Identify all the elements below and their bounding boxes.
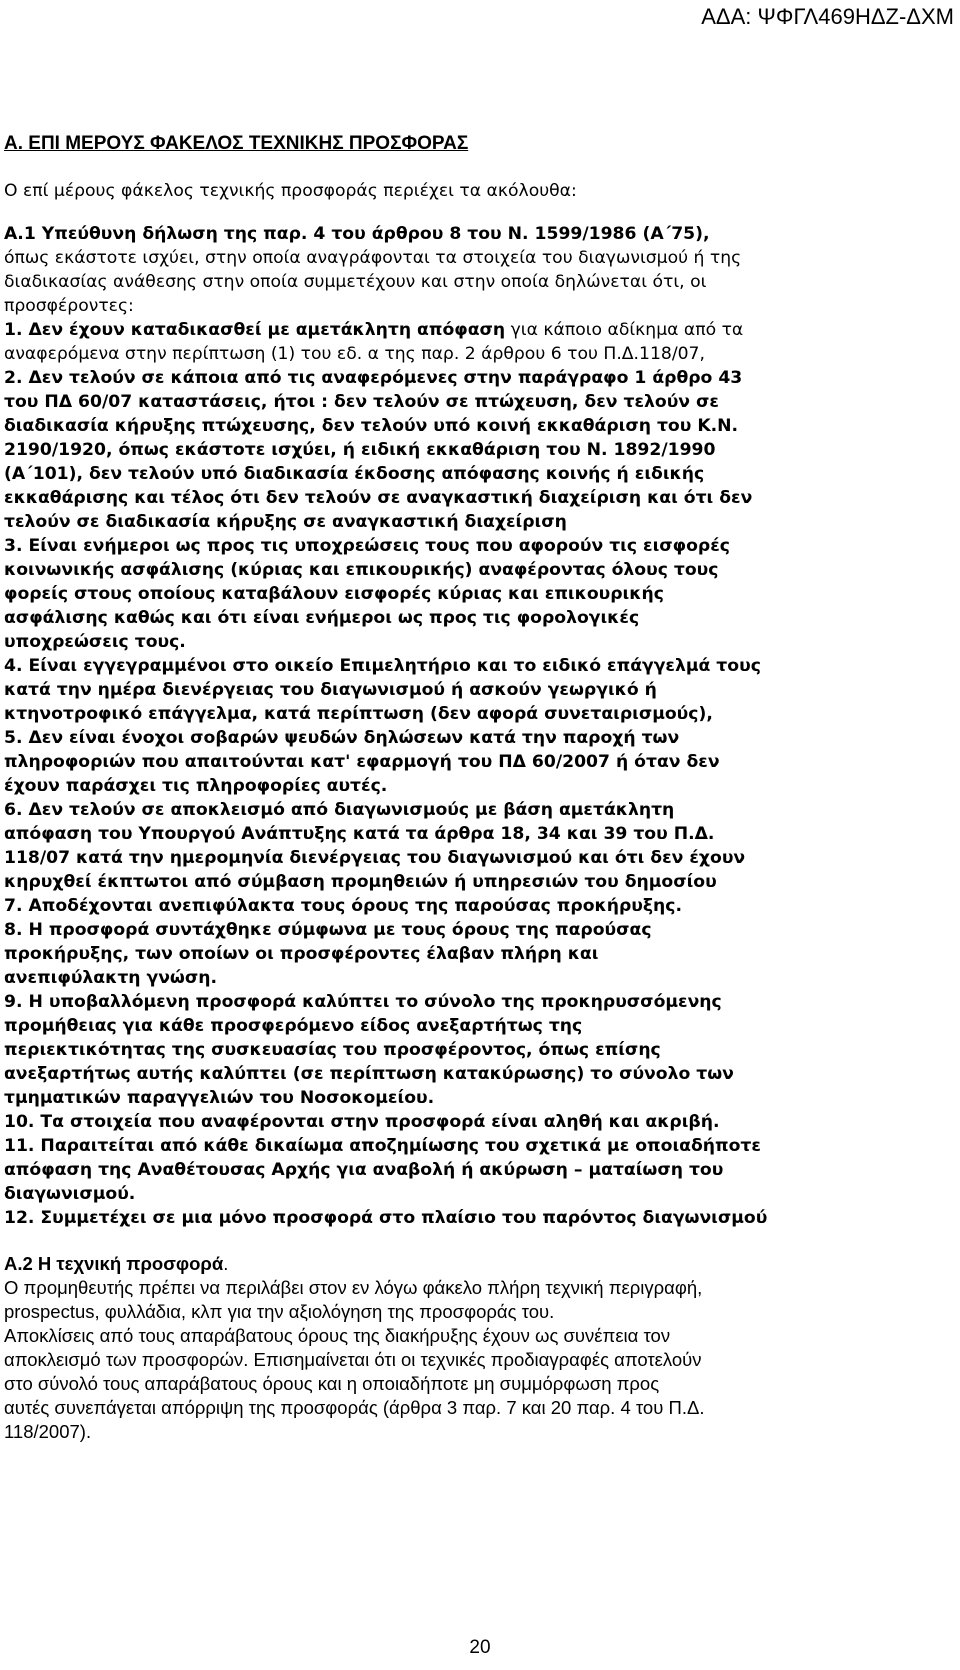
item-9-line: προμήθειας για κάθε προσφερόμενο είδος ανεξαρτήτως της (4, 1016, 583, 1036)
a2-body-line: 118/2007). (4, 1421, 92, 1442)
intro-text: Ο επί μέρους φάκελος τεχνικής προσφοράς περιέχει τα ακόλουθα: (4, 181, 577, 201)
item-11-line: απόφαση της Αναθέτουσας Αρχής για αναβολή ή ακύρωση – ματαίωση του (4, 1160, 724, 1180)
item-9-line: περιεκτικότητας της συσκευασίας του προσφέροντος, όπως επίσης (4, 1040, 661, 1060)
item-8-line: 8. Η προσφορά συντάχθηκε σύμφωνα με τους όρους της παρούσας (4, 920, 652, 940)
item-2-line: 2. Δεν τελούν σε κάποια από τις αναφερόμενες στην παράγραφο 1 άρθρο 43 (4, 368, 743, 388)
item-4-line: κατά την ημέρα διενέργειας του διαγωνισμού ή ασκούν γεωργικό ή (4, 680, 657, 700)
a2-body-line: στο σύνολό τους απαράβατους όρους και η οποιαδήποτε μη συμμόρφωση προς (4, 1373, 660, 1394)
item-6-line: απόφαση του Υπουργού Ανάπτυξης κατά τα άρθρα 18, 34 και 39 του Π.Δ. (4, 824, 715, 844)
item-5-line: έχουν παράσχει τις πληροφορίες αυτές. (4, 776, 388, 796)
a2-body-line: αποκλεισμό των προσφορών. Επισημαίνεται ότι οι τεχνικές προδιαγραφές αποτελούν (4, 1349, 702, 1370)
item-9-line: τμηματικών παραγγελιών του Νοσοκομείου. (4, 1088, 435, 1108)
a2-heading-end: . (223, 1253, 229, 1274)
item-2-line: 2190/1920, όπως εκάστοτε ισχύει, ή ειδική εκκαθάριση του Ν. 1892/1990 (4, 440, 716, 460)
item-6-line: 118/07 κατά την ημερομηνία διενέργειας του διαγωνισμού και ότι δεν έχουν (4, 848, 746, 868)
item-5-line: πληροφοριών που απαιτούνται κατ' εφαρμογή του ΠΔ 60/2007 ή όταν δεν (4, 752, 720, 772)
item-2-line: εκκαθάρισης και τέλος ότι δεν τελούν σε αναγκαστική διαχείριση και ότι δεν (4, 488, 753, 508)
item-7-line: 7. Αποδέχονται ανεπιφύλακτα τους όρους της παρούσας προκήρυξης. (4, 896, 682, 916)
a2-body-line: Ο προμηθευτής πρέπει να περιλάβει στον εν λόγω φάκελο πλήρη τεχνική περιγραφή, (4, 1277, 703, 1298)
item-11-line: διαγωνισμού. (4, 1184, 136, 1204)
page-number: 20 (469, 1637, 491, 1658)
item-5-line: 5. Δεν είναι ένοχοι σοβαρών ψευδών δηλώσεων κατά την παροχή των (4, 728, 680, 748)
ada-code: ΑΔΑ: ΨΦΓΛ469ΗΔΖ-ΔΧΜ (701, 4, 954, 29)
a2-body-line: prospectus, φυλλάδια, κλπ για την αξιολόγηση της προσφοράς του. (4, 1301, 555, 1322)
item-3-line: φορείς στους οποίους καταβάλουν εισφορές κύριας και επικουρικής (4, 584, 664, 604)
a1-heading: Α.1 Υπεύθυνη δήλωση της παρ. 4 του άρθρου 8 του Ν. 1599/1986 (Α΄75), (4, 224, 710, 244)
a2-heading-text: Α.2 Η τεχνική προσφορά (4, 1253, 224, 1274)
section-title: Α. ΕΠΙ ΜΕΡΟΥΣ ΦΑΚΕΛΟΣ ΤΕΧΝΙΚΗΣ ΠΡΟΣΦΟΡΑΣ (4, 133, 469, 154)
item-2-line: διαδικασία κήρυξης πτώχευσης, δεν τελούν υπό κοινή εκκαθάριση του Κ.Ν. (4, 416, 739, 436)
item-9-line: 9. Η υποβαλλόμενη προσφορά καλύπτει το σύνολο της προκηρυσσόμενης (4, 992, 722, 1012)
item-3-line: κοινωνικής ασφάλισης (κύριας και επικουρικής) αναφέροντας όλους τους (4, 560, 719, 580)
item-1-line (4, 318, 743, 342)
item-3-line: υποχρεώσεις τους. (4, 632, 186, 652)
item-10-line: 10. Τα στοιχεία που αναφέρονται στην προσφορά είναι αληθή και ακριβή. (4, 1112, 720, 1132)
a2-body-line: αυτές συνεπάγεται απόρριψη της προσφοράς (άρθρα 3 παρ. 7 και 20 παρ. 4 του Π.Δ. (4, 1397, 705, 1418)
item-6-line: 6. Δεν τελούν σε αποκλεισμό από διαγωνισμούς με βάση αμετάκλητη (4, 800, 675, 820)
a1-body-line: όπως εκάστοτε ισχύει, στην οποία αναγράφονται τα στοιχεία του διαγωνισμού ή της (4, 248, 742, 268)
item-9-line: ανεξαρτήτως αυτής καλύπτει (σε περίπτωση κατακύρωσης) το σύνολο των (4, 1064, 734, 1084)
item-3-line: 3. Είναι ενήμεροι ως προς τις υποχρεώσεις τους που αφορούν τις εισφορές (4, 536, 730, 556)
item-2-line: (Α΄101), δεν τελούν υπό διαδικασία έκδοσης απόφασης κοινής ή ειδικής (4, 464, 705, 484)
item-1-rest: για κάποιο αδίκημα από τα (505, 320, 744, 340)
item-11-line: 11. Παραιτείται από κάθε δικαίωμα αποζημίωσης του σχετικά με οποιαδήποτε (4, 1136, 761, 1156)
item-3-line: ασφάλισης καθώς και ότι είναι ενήμεροι ως προς τις φορολογικές (4, 608, 640, 628)
item-2-line: του ΠΔ 60/07 καταστάσεις, ήτοι : δεν τελούν σε πτώχευση, δεν τελούν σε (4, 392, 719, 412)
item-8-line: ανεπιφύλακτη γνώση. (4, 968, 218, 988)
item-4-line: κτηνοτροφικό επάγγελμα, κατά περίπτωση (δεν αφορά συνεταιρισμούς), (4, 704, 713, 724)
item-12-line: 12. Συμμετέχει σε μια μόνο προσφορά στο πλαίσιο του παρόντος διαγωνισμού (4, 1208, 768, 1228)
item-1-line: αναφερόμενα στην περίπτωση (1) του εδ. α της παρ. 2 άρθρου 6 του Π.Δ.118/07, (4, 344, 705, 364)
a1-body-line: διαδικασίας ανάθεσης στην οποία συμμετέχουν και στην οποία δηλώνεται ότι, οι (4, 272, 707, 292)
item-6-line: κηρυχθεί έκπτωτοι από σύμβαση προμηθειών ή υπηρεσιών του δημοσίου (4, 872, 717, 892)
item-2-line: τελούν σε διαδικασία κήρυξης σε αναγκαστική διαχείριση (4, 512, 567, 532)
a1-body-line: προσφέροντες: (4, 296, 134, 316)
a2-body-line: Αποκλίσεις από τους απαράβατους όρους της διακήρυξης έχουν ως συνέπεια τον (4, 1325, 671, 1346)
item-1-bold: 1. Δεν έχουν καταδικασθεί με αμετάκλητη απόφαση (4, 320, 506, 340)
item-4-line: 4. Είναι εγγεγραμμένοι στο οικείο Επιμελητήριο και το ειδικό επάγγελμά τους (4, 656, 761, 676)
a2-heading (4, 1252, 228, 1276)
item-8-line: προκήρυξης, των οποίων οι προσφέροντες έλαβαν πλήρη και (4, 944, 599, 964)
